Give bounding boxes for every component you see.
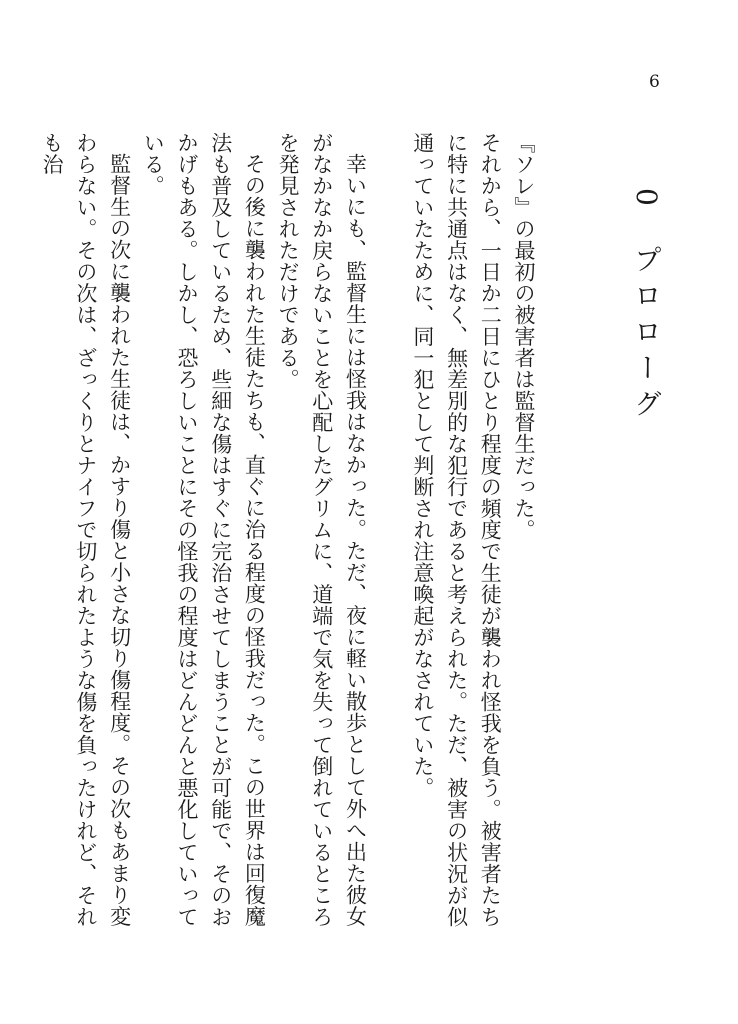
paragraph-first-victim: 幸いにも、監督生には怪我はなかった。ただ、夜に軽い散歩として外へ出た彼女がなかなか戻らないことを心配したグリムに、道端で気を失って倒れているところを発見されただけである。 bbox=[276, 132, 368, 928]
chapter-title bbox=[626, 188, 666, 425]
page-number: 6 bbox=[649, 72, 660, 92]
body-text bbox=[34, 132, 540, 932]
chapter-number: 0 bbox=[630, 188, 663, 214]
paragraph-escalation: 監督生の次に襲われた生徒は、かすり傷と小さな切り傷程度。その次もあまり変わらない。その次は、ざっくりとナイフで切られたような傷を負ったけれど、それも治 bbox=[40, 132, 132, 928]
paragraph-attacks: それから、一日か二日にひとり程度の頻度で生徒が襲われ怪我を負う。被害者たちに特に共通点はなく、無差別的な犯行であると考えられた。ただ、被害の状況が似通っていたために、同一犯として判断され注意喚起がなされていた。 bbox=[410, 132, 503, 928]
paragraph-later-victims: その後に襲われた生徒たちも、直ぐに治る程度の怪我だった。この世界は回復魔法も普及しているため、些細な傷はすぐに完治させてしまうことが可能で、そのおかげもある。しかし、恐ろしいことにその怪我の程度はどんどんと悪化していっている。 bbox=[141, 132, 267, 928]
chapter-name: プロローグ bbox=[630, 244, 663, 425]
paragraph-opening: 『ソレ』の最初の被害者は監督生だった。 bbox=[512, 132, 536, 541]
